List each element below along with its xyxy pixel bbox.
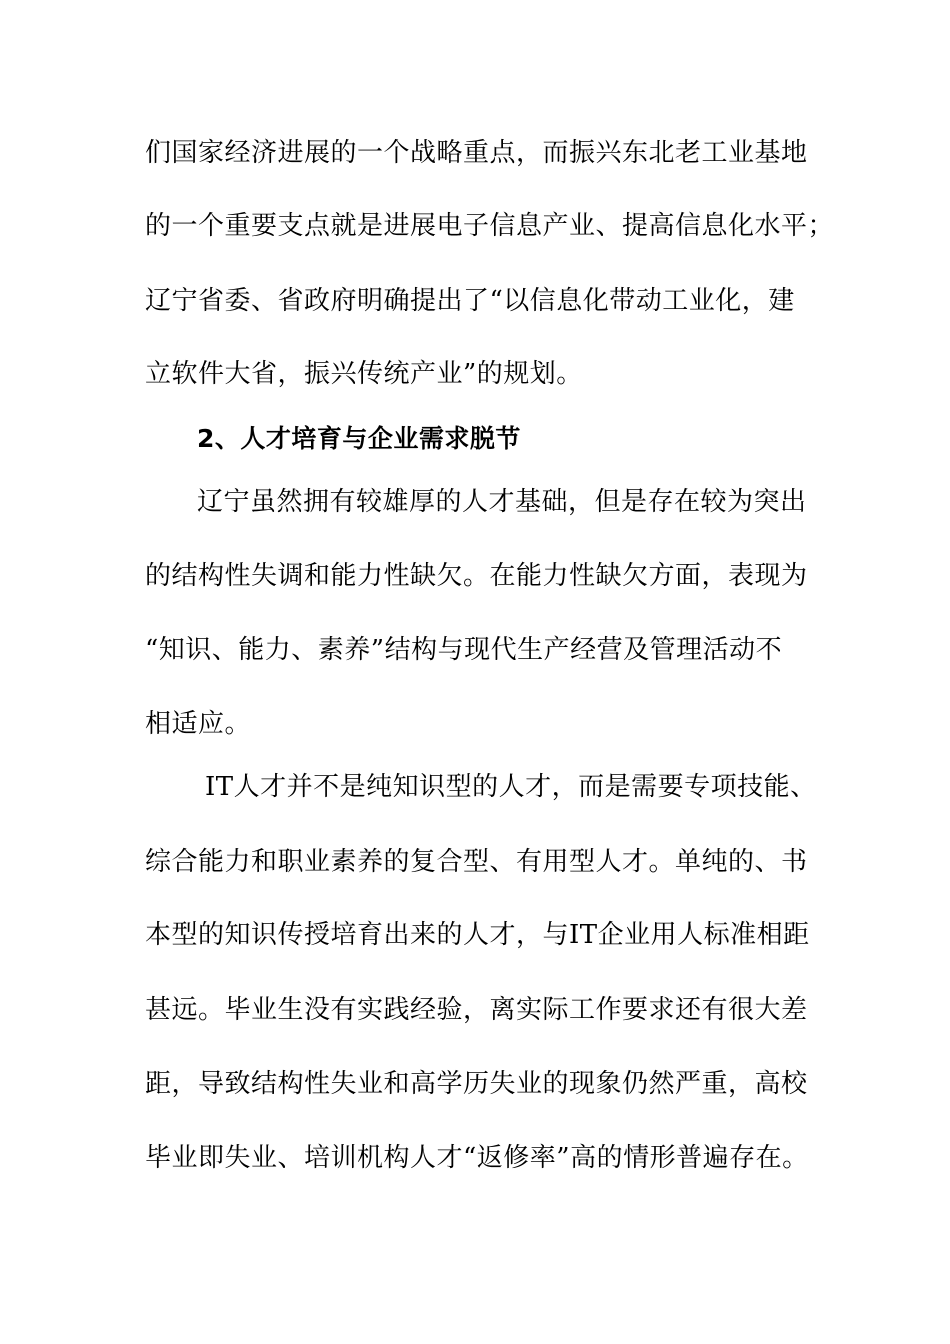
paragraph-3-line-6: 毕业即失业、培训机构人才“返修率”高的情形普遍存在。 [145, 1143, 809, 1173]
paragraph-2-line-4: 相适应。 [145, 709, 252, 739]
paragraph-3-line-2: 综合能力和职业素养的复合型、有用型人才。单纯的、书 [145, 847, 808, 877]
paragraph-1-line-4: 立软件大省，振兴传统产业”的规划。 [145, 359, 583, 389]
paragraph-2-line-2: 的结构性失调和能力性缺欠。在能力性缺欠方面，表现为 [145, 561, 808, 591]
paragraph-1-line-2: 的一个重要支点就是进展电子信息产业、提高信息化水平； [145, 211, 835, 241]
paragraph-2-line-3: “知识、能力、素养”结构与现代生产经营及管理活动不 [145, 635, 783, 665]
paragraph-2-line-1: 辽宁虽然拥有较雄厚的人才基础，但是存在较为突出 [197, 487, 807, 517]
paragraph-3-line-1: IT人才并不是纯知识型的人才，而是需要专项技能、 [205, 772, 817, 802]
paragraph-1-line-3: 辽宁省委、省政府明确提出了“以信息化带动工业化，建 [145, 286, 795, 316]
section-heading: 2、人才培育与企业需求脱节 [197, 424, 521, 453]
paragraph-1-line-1: 们国家经济进展的一个战略重点，而振兴东北老工业基地 [145, 138, 808, 168]
paragraph-3-line-5: 距，导致结构性失业和高学历失业的现象仍然严重，高校 [145, 1069, 808, 1099]
paragraph-3-line-4: 甚远。毕业生没有实践经验，离实际工作要求还有很大差 [145, 995, 808, 1025]
paragraph-3-line-3: 本型的知识传授培育出来的人才，与IT企业用人标准相距 [145, 920, 810, 950]
